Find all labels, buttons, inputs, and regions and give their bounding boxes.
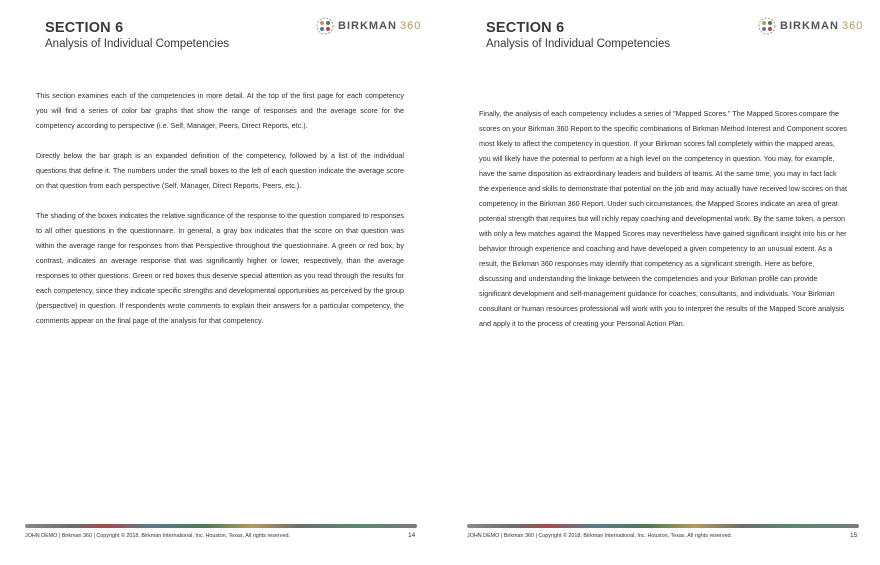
logo-wordmark: BIRKMAN 360 (780, 20, 864, 32)
paragraph: This section examines each of the competencies in more detail. At the top of the first page for each competency you will find a series of color bar graphs that show the range of responses and the average score for the competency according to perspective (i.e. Self, Manager, Peers, Direct Reports, etc.). (36, 91, 404, 130)
page-number: 15 (850, 532, 858, 539)
section-title: SECTION 6 (486, 20, 565, 36)
paragraph: Directly below the bar graph is an expanded definition of the competency, followed by a list of the individual questions that define it. The numbers under the small boxes to the left of each question indicate the average score on that question from each perspective (Self, Manager, Direct Reports, Peers, etc.). (36, 151, 404, 190)
logo-wordmark: BIRKMAN 360 (338, 20, 422, 32)
section-title: SECTION 6 (45, 20, 124, 36)
birkman-logo-icon (758, 17, 776, 35)
footer-copyright: JOHN DEMO | Birkman 360 | Copyright © 2018, Birkman International, Inc. Houston, Texas. All rights reserved. (467, 533, 732, 539)
footer-color-bar (25, 524, 417, 528)
right-page (440, 0, 880, 565)
footer-copyright: JOHN DEMO | Birkman 360 | Copyright © 2018, Birkman International, Inc. Houston, Texas. All rights reserved. (25, 533, 290, 539)
footer-color-bar (467, 524, 859, 528)
paragraph: Finally, the analysis of each competency includes a series of "Mapped Scores." The Mapped Scores compare the scores on your Birkman 360 Report to the specific combinations of Birkman Method Interest and Component scores most likely to affect the competency in question. If your Birkman scores fall completely within the mapped areas, you will likely have the potential to perform at a high level on the competency in question. You may, for example, have the same disposition as extraordinary leaders and builders of teams. At the same time, you may in fact lack the experience and skills to demonstrate that potential on the job and may actually have received low scores on that competency in the Birkman 360 Report. Under such circumstances, the Mapped Scores indicate an area of great potential strength that requires but will richly repay coaching and developmental work. By the same token, a person with only a few matches against the Mapped Scores may nevertheless have gained significant insight into his or her behavior through experience and coaching and have developed a given competency to an unusual extent. As a result, the Birkman 360 responses may identify that competency as a significant strength. Here as before, discussing and understanding the linkage between the competencies and your Birkman profile can provide significant development and self-management guidance for coaches, consultants, and individuals. Your Birkman consultant or human resources professional will work with you to interpret the results of the Mapped Score analysis and apply it to the process of creating your Personal Action Plan. (479, 109, 847, 328)
section-subtitle: Analysis of Individual Competencies (45, 38, 230, 50)
paragraph: The shading of the boxes indicates the relative significance of the response to the question compared to responses to all other questions in the questionnaire. In general, a gray box indicates that the score on that question was within the average range for responses from that Perspective throughout the questionnaire. A green or red box, by contrast, indicates an average response that was significantly higher or lower, respectively, than the average responses to other questions. Green or red boxes thus deserve special attention as you read through the results for each competency, since they indicate specific strengths and developmental opportunities as perceived by the group (perspective) in question. If respondents wrote comments to explain their answers for a particular competency, the comments appear on the final page of the analysis for that competency. (36, 211, 404, 325)
body-text (36, 88, 404, 343)
birkman-logo-icon (316, 17, 334, 35)
body-text (479, 106, 847, 331)
birkman-logo (316, 16, 421, 36)
section-subtitle: Analysis of Individual Competencies (486, 38, 671, 50)
birkman-logo (758, 16, 863, 36)
page-number: 14 (408, 532, 416, 539)
